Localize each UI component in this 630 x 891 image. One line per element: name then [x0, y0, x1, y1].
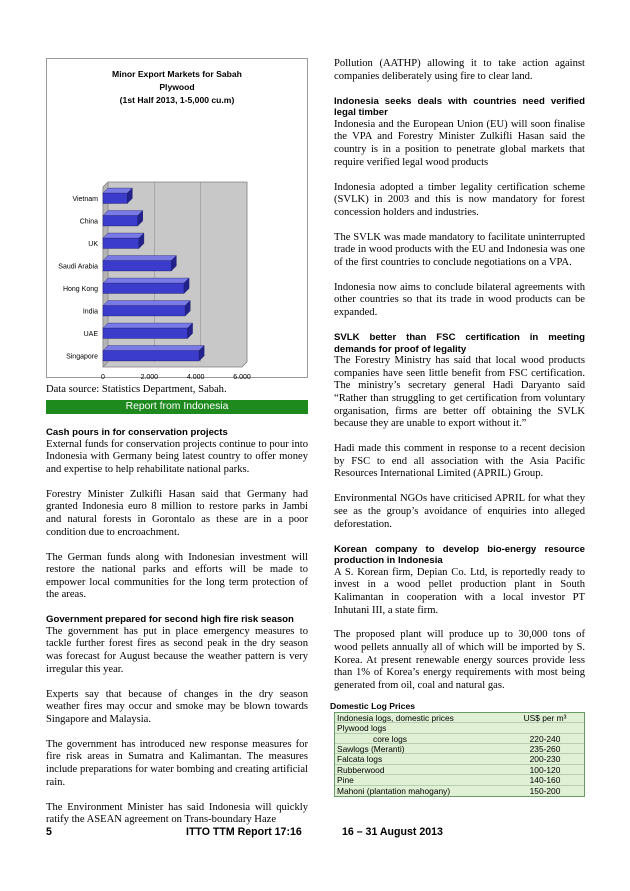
table-row — [335, 744, 584, 754]
y-tick-label: China — [79, 218, 98, 226]
bar — [103, 328, 188, 338]
price-table — [334, 712, 585, 797]
plot-area — [103, 182, 247, 367]
heading-svlk-fsc: SVLK better than FSC certification in meeting demands for proof of legality — [334, 332, 585, 355]
y-tick-label: UK — [88, 240, 98, 248]
chart-title-line-2: Plywood — [159, 82, 195, 92]
x-tick-label: 4,000 — [186, 374, 205, 379]
y-tick-label: Hong Kong — [62, 285, 98, 293]
bar-top — [103, 346, 204, 351]
paragraph: External funds for conservation projects continue to pour into Indonesia with Germany being latest country to offer money and expertise to help rehabilitate national parks. — [46, 438, 308, 475]
price-value: 150-200 — [529, 785, 561, 796]
heading-fire-risk: Government prepared for second high fire risk season — [46, 614, 294, 626]
chart-canvas — [47, 59, 309, 379]
chart-source: Data source: Statistics Department, Sabah. — [46, 384, 227, 395]
y-tick-label: UAE — [83, 330, 98, 338]
left-column — [46, 58, 308, 839]
section-banner: Report from Indonesia — [46, 400, 308, 414]
paragraph: A S. Korean firm, Depian Co. Ltd, is reportedly ready to invest in a wood pellet production plant in South Kalimantan in cooperation with a local investor PT Inhutani III, a state firm. — [334, 566, 585, 616]
paragraph: Forestry Minister Zulkifli Hasan said that Germany had granted Indonesia euro 8 million to restore parks in Jambi and natural forests in Gorontalo as these are in a poor condition due to encroachment. — [46, 488, 308, 538]
paragraph: The proposed plant will produce up to 30,000 tons of wood pellets annually all of which will be imported by S. Korea. At present renewable energy sources provide less than 1% of Korea’s energy requirements with most being generated from oil, coal and natural gas. — [334, 629, 585, 691]
price-value: 100-120 — [529, 764, 561, 775]
y-tick-label: Singapore — [66, 353, 98, 361]
paragraph: The government has introduced new response measures for fire risk areas in Sumatra and Kalimantan. The measures include preparations for water bombing and creating artificial rain. — [46, 738, 308, 788]
table-row — [335, 786, 584, 796]
paragraph: The SVLK was made mandatory to facilitate uninterrupted trade in wood products with the EU and Indonesia was one of the first countries to conclude negotiations on a VPA. — [334, 231, 585, 268]
price-value — [506, 723, 584, 732]
bar-top — [103, 323, 193, 328]
heading-conservation: Cash pours in for conservation projects — [46, 427, 228, 438]
report-date: 16 – 31 August 2013 — [342, 826, 443, 838]
table-row — [335, 765, 584, 775]
price-label: Plywood logs — [337, 723, 387, 734]
y-tick-label: Vietnam — [72, 195, 98, 203]
heading-korean-bioenergy: Korean company to develop bio-energy resource production in Indonesia — [334, 543, 585, 567]
paragraph: The government has put in place emergency measures to tackle further forest fires as second peak in the dry season was forecast for August because the weather pattern is very irregular this year. — [46, 625, 308, 675]
price-value: 200-230 — [529, 754, 561, 765]
y-tick-label: India — [82, 308, 98, 316]
bar-top — [103, 233, 144, 238]
price-label: Falcata logs — [337, 754, 383, 765]
price-label: Sawlogs (Meranti) — [337, 744, 405, 755]
bar — [103, 351, 199, 361]
paragraph: The Environment Minister has said Indonesia will quickly ratify the ASEAN agreement on Trans-boundary Haze — [46, 801, 308, 826]
table-row — [335, 754, 584, 764]
price-header-unit: US$ per m³ — [523, 712, 567, 723]
paragraph: Experts say that because of changes in the dry season weather fires may occur and smoke may be blown towards Singapore and Malaysia. — [46, 688, 308, 725]
price-label: Pine — [337, 775, 354, 786]
price-table-title: Domestic Log Prices — [330, 700, 416, 711]
x-tick-label: 0 — [101, 374, 105, 379]
table-row — [335, 734, 584, 744]
right-column — [330, 58, 585, 797]
heading-verified-timber: Indonesia seeks deals with countries need verified legal timber — [334, 95, 585, 119]
paragraph: Environmental NGOs have criticised APRIL for what they see as the group’s avoidance of enquiries into alleged deforestation. — [334, 493, 585, 530]
bar-top — [103, 278, 189, 283]
table-row — [335, 723, 584, 733]
price-value: 140-160 — [529, 775, 561, 786]
report-title: ITTO TTM Report 17:16 — [186, 826, 302, 838]
x-tick-label: 2,000 — [140, 374, 159, 379]
paragraph: Hadi made this comment in response to a recent decision by FSC to end all association with the Asia Pacific Resources International Limited (APRIL) Group. — [334, 443, 585, 480]
paragraph: The German funds along with Indonesian investment will restore the national parks and efforts will be made to empower local communities for the long term protection of the areas. — [46, 551, 308, 601]
bar — [103, 306, 185, 316]
bar — [103, 283, 184, 293]
price-label: Mahoni (plantation mahogany) — [337, 785, 451, 796]
price-value: 220-240 — [529, 733, 561, 744]
x-tick-label: 6,000 — [233, 374, 251, 379]
bar-top — [103, 256, 176, 261]
bar-top — [103, 211, 143, 216]
bar — [103, 216, 138, 226]
price-label: Rubberwood — [337, 764, 385, 775]
page-number: 5 — [46, 826, 52, 838]
chart-title — [47, 68, 307, 107]
y-tick-label: Saudi Arabia — [58, 263, 98, 271]
paragraph: Indonesia and the European Union (EU) will soon finalise the VPA and Forestry Minister Zulkifli Hasan said the country is in a position to penetrate global markets that require verified legal wood products — [334, 118, 585, 168]
paragraph: Indonesia adopted a timber legality certification scheme (SVLK) in 2003 and this is now mandatory for forest concession holders and industries. — [334, 181, 585, 218]
bar — [103, 238, 139, 248]
price-header-label: Indonesia logs, domestic prices — [337, 712, 454, 723]
price-value: 235-260 — [529, 744, 561, 755]
paragraph: Pollution (AATHP) allowing it to take action against companies deliberately using fire to clear land. — [334, 58, 585, 82]
plywood-export-chart — [46, 58, 308, 378]
bar — [103, 261, 171, 271]
plot-side-wall — [103, 182, 108, 367]
paragraph: Indonesia now aims to conclude bilateral agreements with other countries so that its trade in wood products can be expanded. — [334, 281, 585, 319]
chart-title-line-3: (1st Half 2013, 1-5,000 cu.m) — [119, 95, 235, 105]
bar — [103, 193, 127, 203]
price-table-header — [335, 713, 584, 723]
bar-top — [103, 301, 190, 306]
table-row — [335, 775, 584, 785]
price-label: core logs — [373, 733, 407, 744]
paragraph: The Forestry Ministry has said that local wood products companies have seen little benefit from FSC certification. The ministry’s secretary general Hadi Daryanto said “Rather than struggling to get certification from voluntary organisation, firms are better off obtaining the SVLK because they are unable to export without it.” — [334, 355, 585, 430]
chart-title-line-1: Minor Export Markets for Sabah — [112, 69, 242, 79]
